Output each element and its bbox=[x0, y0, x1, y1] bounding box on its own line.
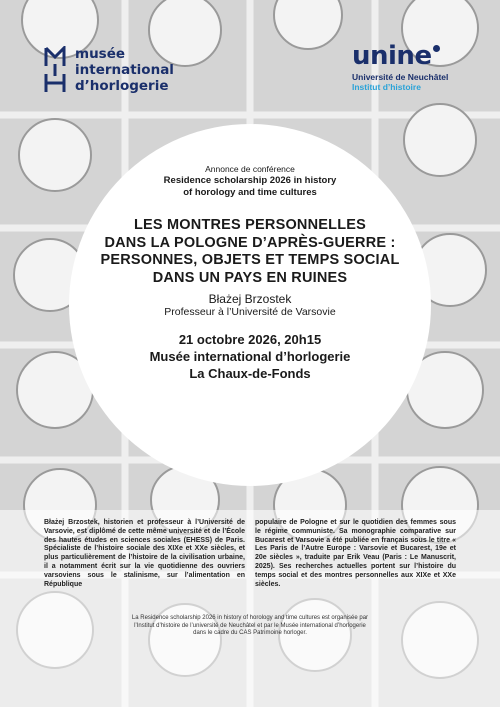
residence-title bbox=[69, 175, 431, 199]
title-line-4: DANS UN PAYS EN RUINES bbox=[152, 269, 348, 286]
mih-logo bbox=[44, 46, 174, 94]
footer-note bbox=[60, 615, 440, 638]
speaker-bio bbox=[44, 519, 456, 589]
mih-logo-text bbox=[75, 46, 174, 94]
unine-wordmark: unine bbox=[352, 41, 432, 71]
footer-line-1: La Residence scholarship 2026 in history of horology and time cultures est organisée par bbox=[131, 615, 369, 621]
mih-line-2: international bbox=[75, 62, 174, 78]
event-date: 21 octobre 2026, 20h15 bbox=[178, 332, 322, 347]
residence-line-1: Residence scholarship 2026 in history bbox=[163, 175, 337, 186]
bio-column-right: populaire de Pologne et sur le quotidien des femmes sous le régime communiste. Sa monographie comparative sur Bucarest et Varsovie a été publiée en français sous le titre « Les Paris de l’Autre Europe : Varsovie et Bucarest, 19e et 20e siècles », traduite par Erik Veau (Paris : Le Manuscrit, 2025). Ses recherches actuelles portent sur l’histoire du temps social et des montres personnelles aux XIXe et XXe siècles. bbox=[255, 519, 456, 588]
announcement-block bbox=[69, 124, 431, 382]
speaker-role: Professeur à l’Université de Varsovie bbox=[164, 306, 336, 318]
announcement-label: Annonce de conférence bbox=[205, 164, 295, 174]
unine-university-name: Université de Neuchâtel bbox=[352, 72, 449, 82]
title-line-3: PERSONNES, OBJETS ET TEMPS SOCIAL bbox=[100, 252, 400, 268]
unine-institute-name: Institut d’histoire bbox=[352, 82, 421, 92]
residence-line-2: of horology and time cultures bbox=[183, 187, 317, 198]
event-venue: Musée international d’horlogerie bbox=[149, 349, 351, 364]
footer-line-3: dans le cadre du CAS Patrimoine horloger. bbox=[193, 630, 307, 637]
conference-title bbox=[69, 217, 431, 287]
mih-line-3: d’horlogerie bbox=[75, 78, 169, 94]
title-line-1: LES MONTRES PERSONNELLES bbox=[134, 217, 366, 233]
mih-logo-mark bbox=[44, 46, 66, 94]
title-line-2: DANS LA POLOGNE D’APRÈS-GUERRE : bbox=[104, 234, 396, 251]
bio-column-left: Błażej Brzostek, historien et professeur à l’Université de Varsovie, est diplômé de cette même université et de l’École des hautes études en sciences sociales (EHESS) de Paris. Spécialiste de l’histoire sociale des XIXe et XXe siècles, et plus particulièrement de l’histoire de la civilisation urbaine, il a notamment écrit sur la vie quotidienne des ouvriers varsoviens sous le stalinisme, sur l’alimentation en République bbox=[44, 519, 245, 588]
event-city: La Chaux-de-Fonds bbox=[189, 366, 311, 381]
unine-dot-icon bbox=[433, 45, 440, 52]
footer-line-2: l’Institut d’histoire de l’université de Neuchâtel et par le Musée international d’horlogerie bbox=[134, 622, 366, 629]
event-details bbox=[69, 331, 431, 382]
mih-line-1: musée bbox=[75, 46, 126, 62]
speaker-name: Błażej Brzostek bbox=[208, 292, 292, 306]
unine-logo bbox=[352, 42, 448, 92]
